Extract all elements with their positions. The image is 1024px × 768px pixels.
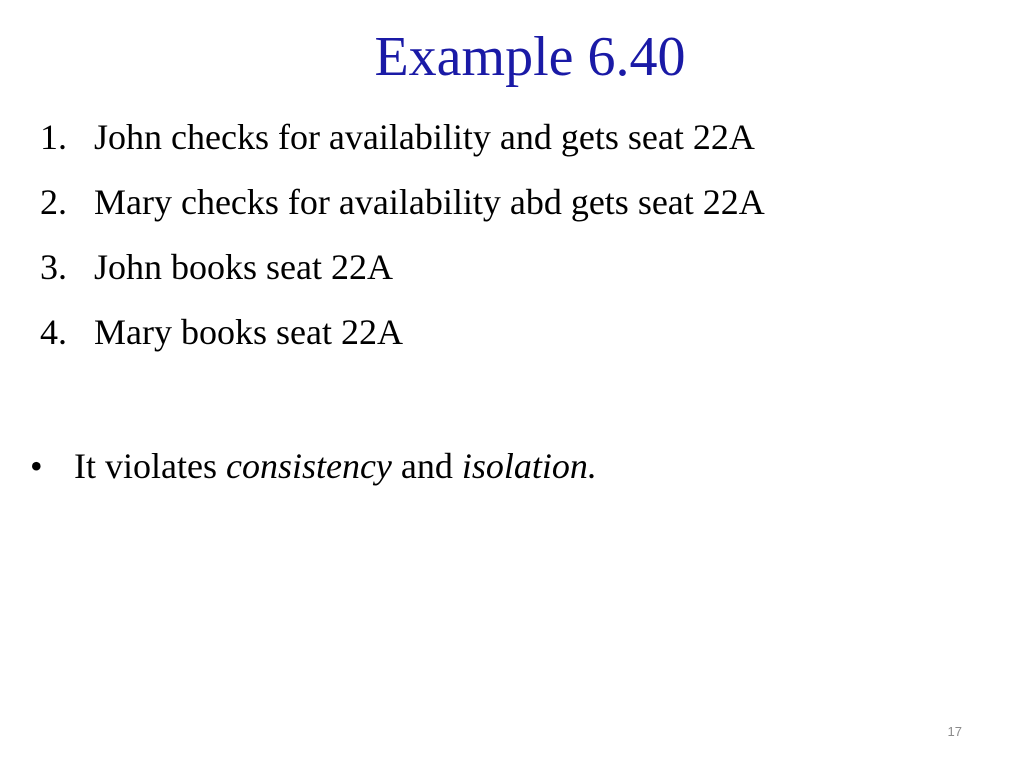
step-text: Mary books seat 22A [94, 312, 403, 352]
bullet-term-consistency: consistency [225, 446, 392, 486]
bullet-text [74, 444, 597, 488]
list-item [40, 245, 765, 289]
bullet-term-isolation: isolation. [461, 446, 597, 486]
step-text: John checks for availability and gets seat 22A [94, 117, 755, 157]
step-number: 2. [40, 182, 67, 222]
slide-title: Example 6.40 [374, 26, 686, 88]
list-item [40, 115, 765, 159]
steps-list [40, 115, 765, 375]
step-number: 4. [40, 312, 67, 352]
list-item [40, 180, 765, 224]
bullet-icon: • [30, 446, 43, 486]
step-number: 1. [40, 117, 67, 157]
step-text: John books seat 22A [94, 247, 393, 287]
step-text: Mary checks for availability abd gets seat 22A [94, 182, 765, 222]
page-number: 17 [947, 724, 962, 739]
step-number: 3. [40, 247, 67, 287]
bullet-middle: and [391, 446, 462, 486]
bullet-point [30, 444, 597, 488]
list-item [40, 310, 765, 354]
bullet-prefix: It violates [74, 446, 226, 486]
